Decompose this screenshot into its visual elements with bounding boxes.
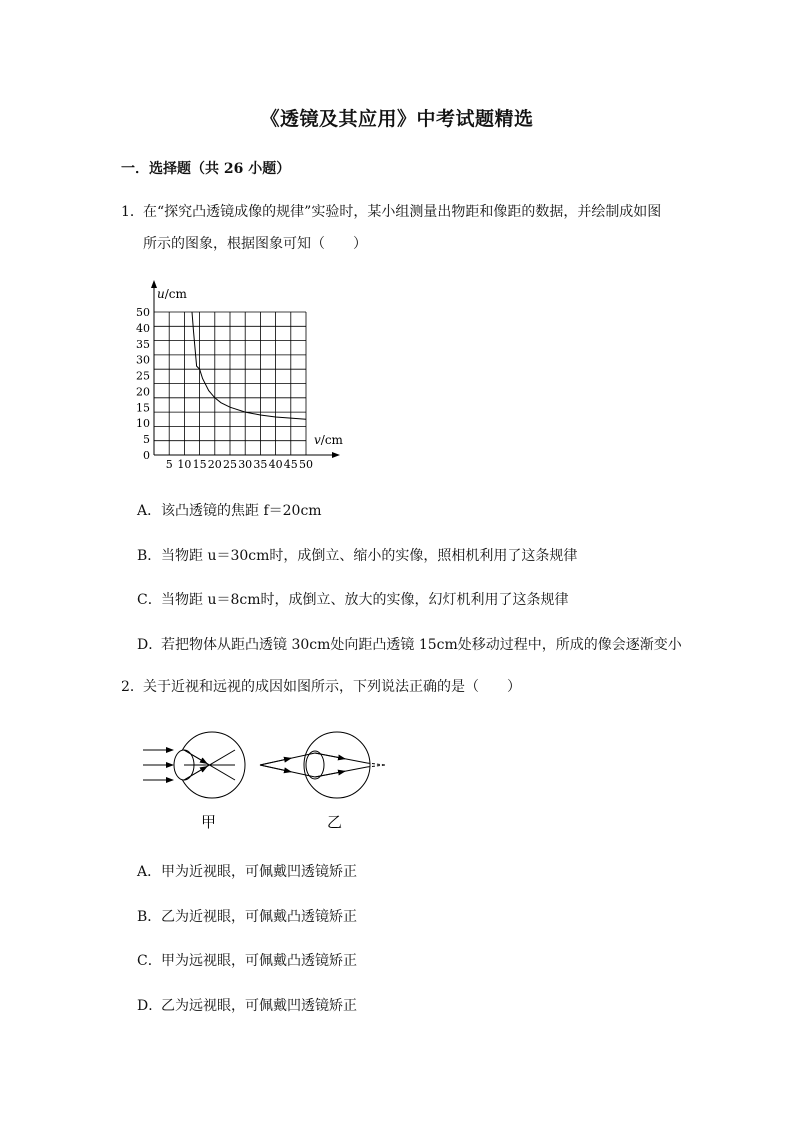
q2-option-b[interactable] (137, 906, 357, 926)
x-axis-unit: /cm (320, 433, 343, 447)
x-tick-label: 50 (299, 458, 313, 471)
x-tick-labels (166, 458, 313, 471)
x-tick-label: 25 (223, 458, 237, 471)
ray (260, 765, 291, 772)
y-tick-label: 30 (136, 353, 150, 367)
x-tick-label: 35 (253, 458, 268, 471)
x-tick-label: 30 (238, 458, 253, 471)
option-text: 该凸透镜的焦距 f＝20cm (161, 503, 322, 519)
q2-option-a[interactable] (137, 861, 357, 881)
eye-diagrams (135, 725, 395, 835)
option-text: 甲为远视眼，可佩戴凸透镜矫正 (161, 953, 357, 969)
option-text: 当物距 u＝8cm时，成倒立、放大的实像，幻灯机利用了这条规律 (161, 592, 569, 608)
option-letter: C． (137, 953, 162, 969)
question-text: 关于近视和远视的成因如图所示，下列说法正确的是（ ） (143, 679, 521, 695)
y-tick-label: 15 (136, 401, 150, 415)
y-tick-label: 25 (136, 369, 150, 383)
question-text-line1: 在“探究凸透镜成像的规律”实验时，某小组测量出物距和像距的数据，并绘制成如图 (143, 204, 662, 220)
option-text: 若把物体从距凸透镜 30cm处向距凸透镜 15cm处移动过程中，所成的像会逐渐变小 (161, 637, 682, 653)
q2-option-d[interactable] (137, 995, 357, 1015)
x-tick-label: 15 (192, 458, 207, 471)
q1-option-b[interactable] (137, 545, 577, 565)
question-2 (121, 671, 521, 703)
y-tick-label: 35 (136, 337, 150, 351)
x-axis-arrow (332, 452, 340, 458)
option-letter: B． (137, 909, 162, 925)
section-heading: 一．选择题（共 26 小题） (121, 161, 291, 177)
q1-option-d[interactable] (137, 634, 682, 654)
y-axis-label (157, 287, 187, 301)
x-tick-label: 40 (268, 458, 283, 471)
figure-label-jia: 甲 (201, 813, 217, 831)
x-tick-label: 10 (177, 458, 192, 471)
data-curve (192, 312, 306, 419)
option-text: 甲为近视眼，可佩戴凹透镜矫正 (161, 864, 357, 880)
y-tick-label: 10 (136, 417, 150, 431)
eye-jia (143, 732, 245, 798)
option-letter: C． (137, 592, 162, 608)
option-text: 当物距 u＝30cm时，成倒立、缩小的实像，照相机利用了这条规律 (161, 548, 578, 564)
y-tick-label: 5 (143, 433, 150, 447)
q2-option-c[interactable] (137, 950, 357, 970)
y-tick-label: 20 (136, 385, 150, 399)
option-letter: B． (137, 548, 162, 564)
y-tick-labels (136, 306, 150, 462)
y-axis-unit: /cm (164, 287, 187, 301)
chart-grid (154, 312, 306, 455)
x-axis-label (314, 433, 344, 447)
y-axis-var: u (157, 287, 165, 301)
option-letter: A． (137, 864, 162, 880)
question-number: 1． (121, 204, 144, 220)
question-number: 2． (121, 679, 144, 695)
y-tick-label: 40 (136, 321, 150, 335)
option-text: 乙为远视眼，可佩戴凹透镜矫正 (161, 998, 357, 1014)
figure-label-yi: 乙 (327, 813, 343, 831)
option-letter: A． (137, 503, 162, 519)
x-axis-var: v (314, 433, 321, 447)
y-tick-label: 50 (136, 306, 150, 319)
question-text-line2: 所示的图象，根据图象可知（ ） (143, 236, 367, 252)
eye-yi (260, 732, 385, 798)
option-letter: D． (137, 998, 163, 1014)
x-tick-label: 5 (165, 458, 173, 471)
question-1 (121, 196, 661, 260)
y-tick-label: 0 (143, 449, 150, 462)
lens-icon (306, 751, 324, 779)
uv-chart (130, 278, 360, 473)
ray (260, 758, 291, 765)
x-tick-label: 45 (283, 458, 298, 471)
option-letter: D． (137, 637, 163, 653)
x-tick-label: 20 (207, 458, 222, 471)
page-title: 《透镜及其应用》中考试题精选 (260, 108, 534, 130)
q1-option-a[interactable] (137, 500, 322, 520)
option-text: 乙为近视眼，可佩戴凸透镜矫正 (161, 909, 357, 925)
q1-option-c[interactable] (137, 589, 569, 609)
